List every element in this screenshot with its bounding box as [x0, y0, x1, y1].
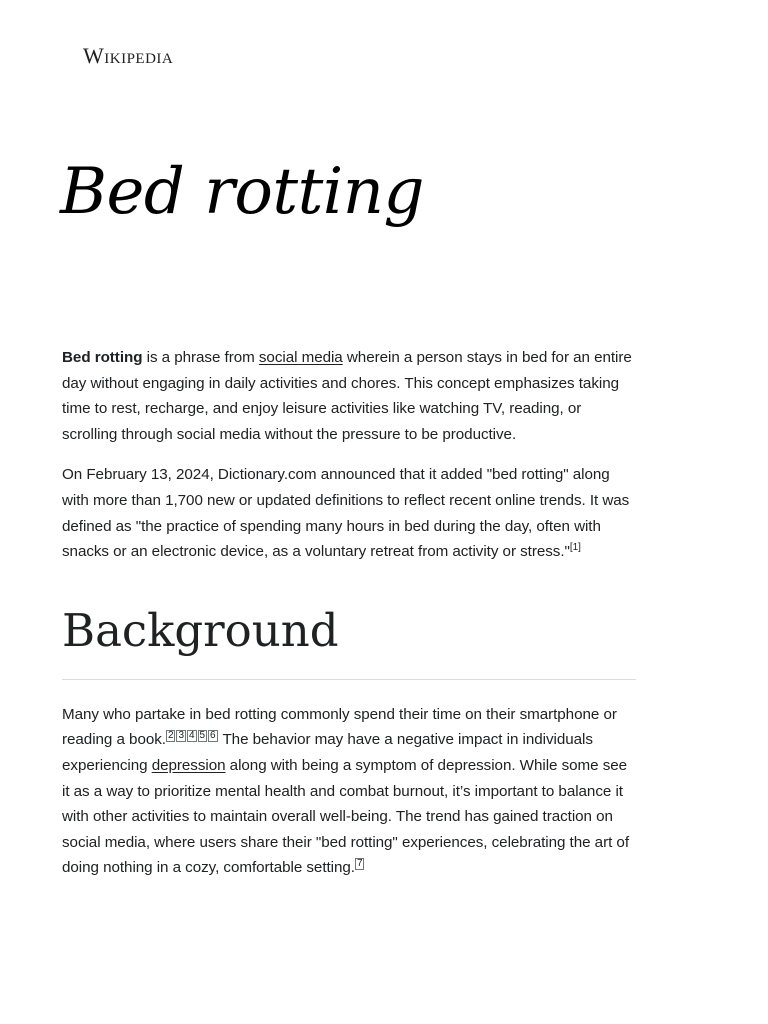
citation[interactable]: 3 — [178, 730, 184, 742]
citation-number[interactable]: 1 — [572, 542, 579, 554]
citation[interactable]: 5 — [199, 730, 206, 742]
background-paragraph — [62, 702, 636, 881]
intro-p2-text: On February 13, 2024, Dictionary.com announced that it added "bed rotting" along with more than 1,700 new or updated definitions to reflect recent online trends. It was defined as "the practice of spending many hours in bed during the day, often with snacks or an electronic device, as a voluntary retreat from activity or stress." — [62, 466, 630, 561]
citation[interactable]: [1] — [569, 542, 581, 554]
wikipedia-logo[interactable]: Wikipedia — [83, 43, 174, 68]
citation-group — [166, 730, 219, 741]
citation[interactable]: 4 — [189, 730, 195, 742]
background-text-c: along with being a symptom of depression. While some see it as a way to prioritize mental health and combat burnout, it’s important to balance it with other activities to maintain overall well-being. The trend has gained traction on social media, where users share their "bed rotting" experiences, celebrating the art of doing nothing in a cozy, comfortable setting. — [62, 756, 629, 877]
citation[interactable]: 2 — [167, 730, 174, 742]
article-body — [62, 345, 636, 896]
intro-paragraph-1 — [62, 345, 636, 447]
background-text-a: Many who partake in bed rotting commonly spend their time on their smartphone or reading a book. — [62, 705, 617, 749]
section-heading-background: Background — [62, 601, 636, 680]
background-text-b: The behavior may have a negative impact in individuals experiencing — [62, 731, 593, 774]
intro-text-b: wherein a person stays in bed for an entire day without engaging in daily activities and chores. This concept emphasizes taking time to rest, recharge, and enjoy leisure activities like watching TV, reading, or scrolling through social media without the pressure to be productive. — [62, 349, 632, 443]
link-social-media[interactable]: social media — [258, 349, 343, 366]
link-depression[interactable]: depression — [151, 756, 226, 774]
page-title: Bed rotting — [60, 155, 424, 229]
citation[interactable] — [355, 858, 366, 869]
term-bold: Bed rotting — [62, 349, 143, 366]
intro-paragraph-2 — [62, 462, 636, 564]
intro-text-a: is a phrase from — [142, 349, 259, 366]
citation[interactable]: 6 — [210, 730, 216, 742]
citation-number[interactable]: 7 — [356, 858, 363, 870]
